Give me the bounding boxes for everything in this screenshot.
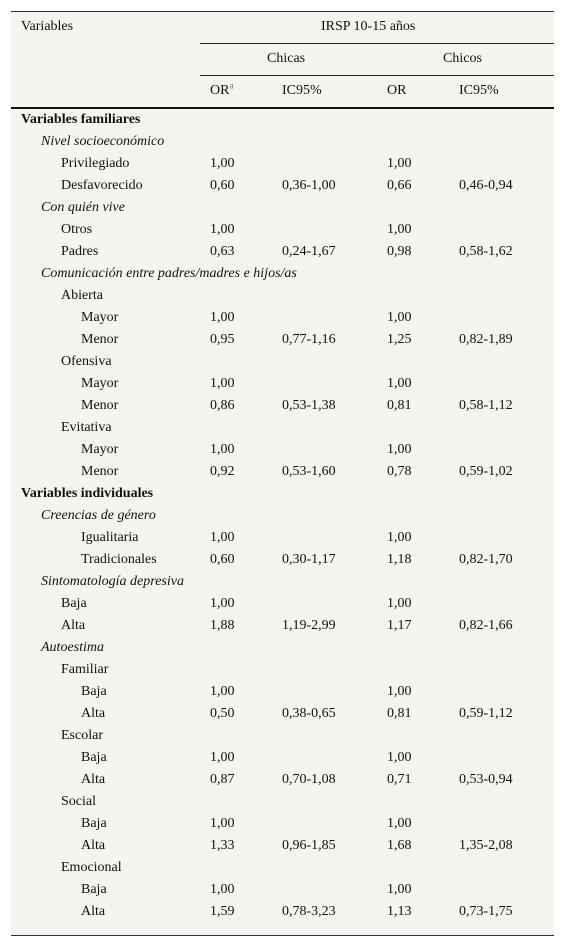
- ic-chicas: 0,53-1,38: [282, 398, 336, 413]
- or-chicas: 0,60: [210, 178, 235, 193]
- table-row: [11, 505, 554, 527]
- or-chicas: 0,60: [210, 552, 235, 567]
- or-chicos: 1,00: [387, 222, 412, 237]
- row-label: Alta: [81, 706, 106, 721]
- table-row: [11, 329, 554, 351]
- table-row: [11, 307, 554, 329]
- chicos-header: Chicos: [443, 51, 482, 66]
- table-row: [11, 901, 554, 923]
- row-label: Baja: [81, 816, 107, 831]
- table-row: [11, 527, 554, 549]
- ic-chicas: 0,53-1,60: [282, 464, 336, 479]
- or-chicas: 1,00: [210, 750, 235, 765]
- or-chicas: 1,00: [210, 816, 235, 831]
- or-chicas: 1,00: [210, 442, 235, 457]
- ic-chicos: 0,82-1,70: [459, 552, 513, 567]
- table-row: [11, 615, 554, 637]
- or-header-chicos: OR: [387, 83, 407, 98]
- table-row: [11, 263, 554, 285]
- ic-header-chicas: IC95%: [282, 83, 322, 98]
- row-label: Menor: [81, 332, 119, 347]
- row-label: Autoestima: [41, 640, 104, 655]
- or-chicos: 0,71: [387, 772, 412, 787]
- ic-chicos: 0,59-1,02: [459, 464, 513, 479]
- row-label: Desfavorecido: [61, 178, 143, 193]
- or-chicos: 1,00: [387, 376, 412, 391]
- or-chicos: 1,18: [387, 552, 412, 567]
- variables-header: Variables: [21, 19, 74, 34]
- or-chicas: 0,86: [210, 398, 235, 413]
- row-label: Baja: [61, 596, 87, 611]
- table-row: [11, 571, 554, 593]
- or-chicas: 0,92: [210, 464, 235, 479]
- or-chicas: 1,00: [210, 222, 235, 237]
- row-label: Social: [61, 794, 96, 809]
- or-header-chicas: [210, 80, 234, 99]
- row-label: Familiar: [61, 662, 109, 677]
- or-chicas: 1,00: [210, 684, 235, 699]
- row-label: Abierta: [61, 288, 103, 303]
- or-chicos: 0,66: [387, 178, 412, 193]
- or-chicas: 1,00: [210, 530, 235, 545]
- row-label: Alta: [81, 772, 106, 787]
- row-label: Alta: [81, 904, 106, 919]
- row-label: Menor: [81, 398, 119, 413]
- table-row: [11, 747, 554, 769]
- or-chicos: 1,00: [387, 156, 412, 171]
- row-label: Alta: [81, 838, 106, 853]
- table-row: [11, 197, 554, 219]
- table-row: [11, 439, 554, 461]
- ic-chicos: 0,58-1,62: [459, 244, 513, 259]
- table-row: [11, 813, 554, 835]
- ic-chicas: 1,19-2,99: [282, 618, 336, 633]
- row-label: Variables familiares: [21, 112, 141, 127]
- table-row: [11, 109, 554, 131]
- row-label: Alta: [61, 618, 86, 633]
- or-chicos: 1,17: [387, 618, 412, 633]
- group-header: IRSP 10-15 años: [321, 19, 416, 34]
- table-row: [11, 417, 554, 439]
- row-label: Menor: [81, 464, 119, 479]
- ic-chicos: 0,73-1,75: [459, 904, 513, 919]
- table-row: [11, 395, 554, 417]
- or-chicos: 1,00: [387, 750, 412, 765]
- or-chicas: 0,50: [210, 706, 235, 721]
- or-chicas: 1,59: [210, 904, 235, 919]
- ic-chicos: 0,58-1,12: [459, 398, 513, 413]
- table-row: [11, 703, 554, 725]
- row-label: Igualitaria: [81, 530, 139, 545]
- table-row: [11, 219, 554, 241]
- or-chicos: 1,00: [387, 530, 412, 545]
- table-row: [11, 483, 554, 505]
- ic-chicas: 0,70-1,08: [282, 772, 336, 787]
- footnote-marker: a: [229, 80, 234, 91]
- or-chicos: 1,68: [387, 838, 412, 853]
- or-chicos: 1,25: [387, 332, 412, 347]
- table-row: [11, 835, 554, 857]
- ic-chicos: 1,35-2,08: [459, 838, 513, 853]
- or-chicas: 1,00: [210, 310, 235, 325]
- table-row: [11, 681, 554, 703]
- ic-chicos: 0,46-0,94: [459, 178, 513, 193]
- table-row: [11, 791, 554, 813]
- row-label: Tradicionales: [81, 552, 157, 567]
- row-label: Privilegiado: [61, 156, 130, 171]
- ic-chicas: 0,78-3,23: [282, 904, 336, 919]
- row-label: Con quién vive: [41, 200, 125, 215]
- table-row: [11, 549, 554, 571]
- row-label: Baja: [81, 684, 107, 699]
- or-chicas: 0,87: [210, 772, 235, 787]
- or-chicos: 1,00: [387, 882, 412, 897]
- row-label: Mayor: [81, 310, 119, 325]
- or-chicos: 1,00: [387, 596, 412, 611]
- ic-header-chicos: IC95%: [459, 83, 499, 98]
- or-chicos: 1,00: [387, 816, 412, 831]
- table-row: [11, 769, 554, 791]
- or-chicas: 1,00: [210, 596, 235, 611]
- or-chicos: 0,78: [387, 464, 412, 479]
- results-table: [11, 11, 554, 936]
- table-row: [11, 285, 554, 307]
- table-row: [11, 593, 554, 615]
- table-row: [11, 153, 554, 175]
- row-label: Baja: [81, 882, 107, 897]
- chicas-header: Chicas: [267, 51, 306, 66]
- ic-chicas: 0,96-1,85: [282, 838, 336, 853]
- row-label: Escolar: [61, 728, 103, 743]
- table-row: [11, 461, 554, 483]
- or-chicos: 0,98: [387, 244, 412, 259]
- row-label: Variables individuales: [21, 486, 154, 501]
- or-chicos: 1,00: [387, 684, 412, 699]
- or-chicas: 0,95: [210, 332, 235, 347]
- row-label: Emocional: [61, 860, 122, 875]
- or-chicos: 1,00: [387, 442, 412, 457]
- row-label: Evitativa: [61, 420, 112, 435]
- or-chicas: 0,63: [210, 244, 235, 259]
- or-chicos: 1,13: [387, 904, 412, 919]
- or-chicos: 1,00: [387, 310, 412, 325]
- row-label: Mayor: [81, 376, 119, 391]
- table-row: [11, 131, 554, 153]
- ic-chicas: 0,77-1,16: [282, 332, 336, 347]
- row-label: Padres: [61, 244, 99, 259]
- table-row: [11, 725, 554, 747]
- or-chicas: 1,33: [210, 838, 235, 853]
- row-label: Ofensiva: [61, 354, 112, 369]
- or-chicos: 0,81: [387, 706, 412, 721]
- row-label: Sintomatología depresiva: [41, 574, 184, 589]
- table-row: [11, 857, 554, 879]
- ic-chicas: 0,30-1,17: [282, 552, 336, 567]
- row-label: Nivel socioeconómico: [41, 134, 165, 149]
- table-row: [11, 659, 554, 681]
- table-row: [11, 373, 554, 395]
- or-chicos: 0,81: [387, 398, 412, 413]
- ic-chicos: 0,53-0,94: [459, 772, 513, 787]
- or-chicas: 1,00: [210, 882, 235, 897]
- row-label: Mayor: [81, 442, 119, 457]
- table-row: [11, 175, 554, 197]
- ic-chicos: 0,59-1,12: [459, 706, 513, 721]
- ic-chicos: 0,82-1,66: [459, 618, 513, 633]
- table-row: [11, 241, 554, 263]
- ic-chicas: 0,24-1,67: [282, 244, 336, 259]
- group-divider: [200, 43, 554, 44]
- or-chicas: 1,00: [210, 156, 235, 171]
- or-chicas: 1,88: [210, 618, 235, 633]
- or-chicas: 1,00: [210, 376, 235, 391]
- ic-chicos: 0,82-1,89: [459, 332, 513, 347]
- row-label: Otros: [61, 222, 93, 237]
- ic-chicas: 0,38-0,65: [282, 706, 336, 721]
- or-label: OR: [210, 83, 230, 98]
- table-row: [11, 879, 554, 901]
- row-label: Baja: [81, 750, 107, 765]
- sex-divider: [200, 75, 554, 76]
- table-row: [11, 351, 554, 373]
- table-row: [11, 637, 554, 659]
- row-label: Comunicación entre padres/madres e hijos/as: [41, 266, 297, 281]
- ic-chicas: 0,36-1,00: [282, 178, 336, 193]
- row-label: Creencias de género: [41, 508, 156, 523]
